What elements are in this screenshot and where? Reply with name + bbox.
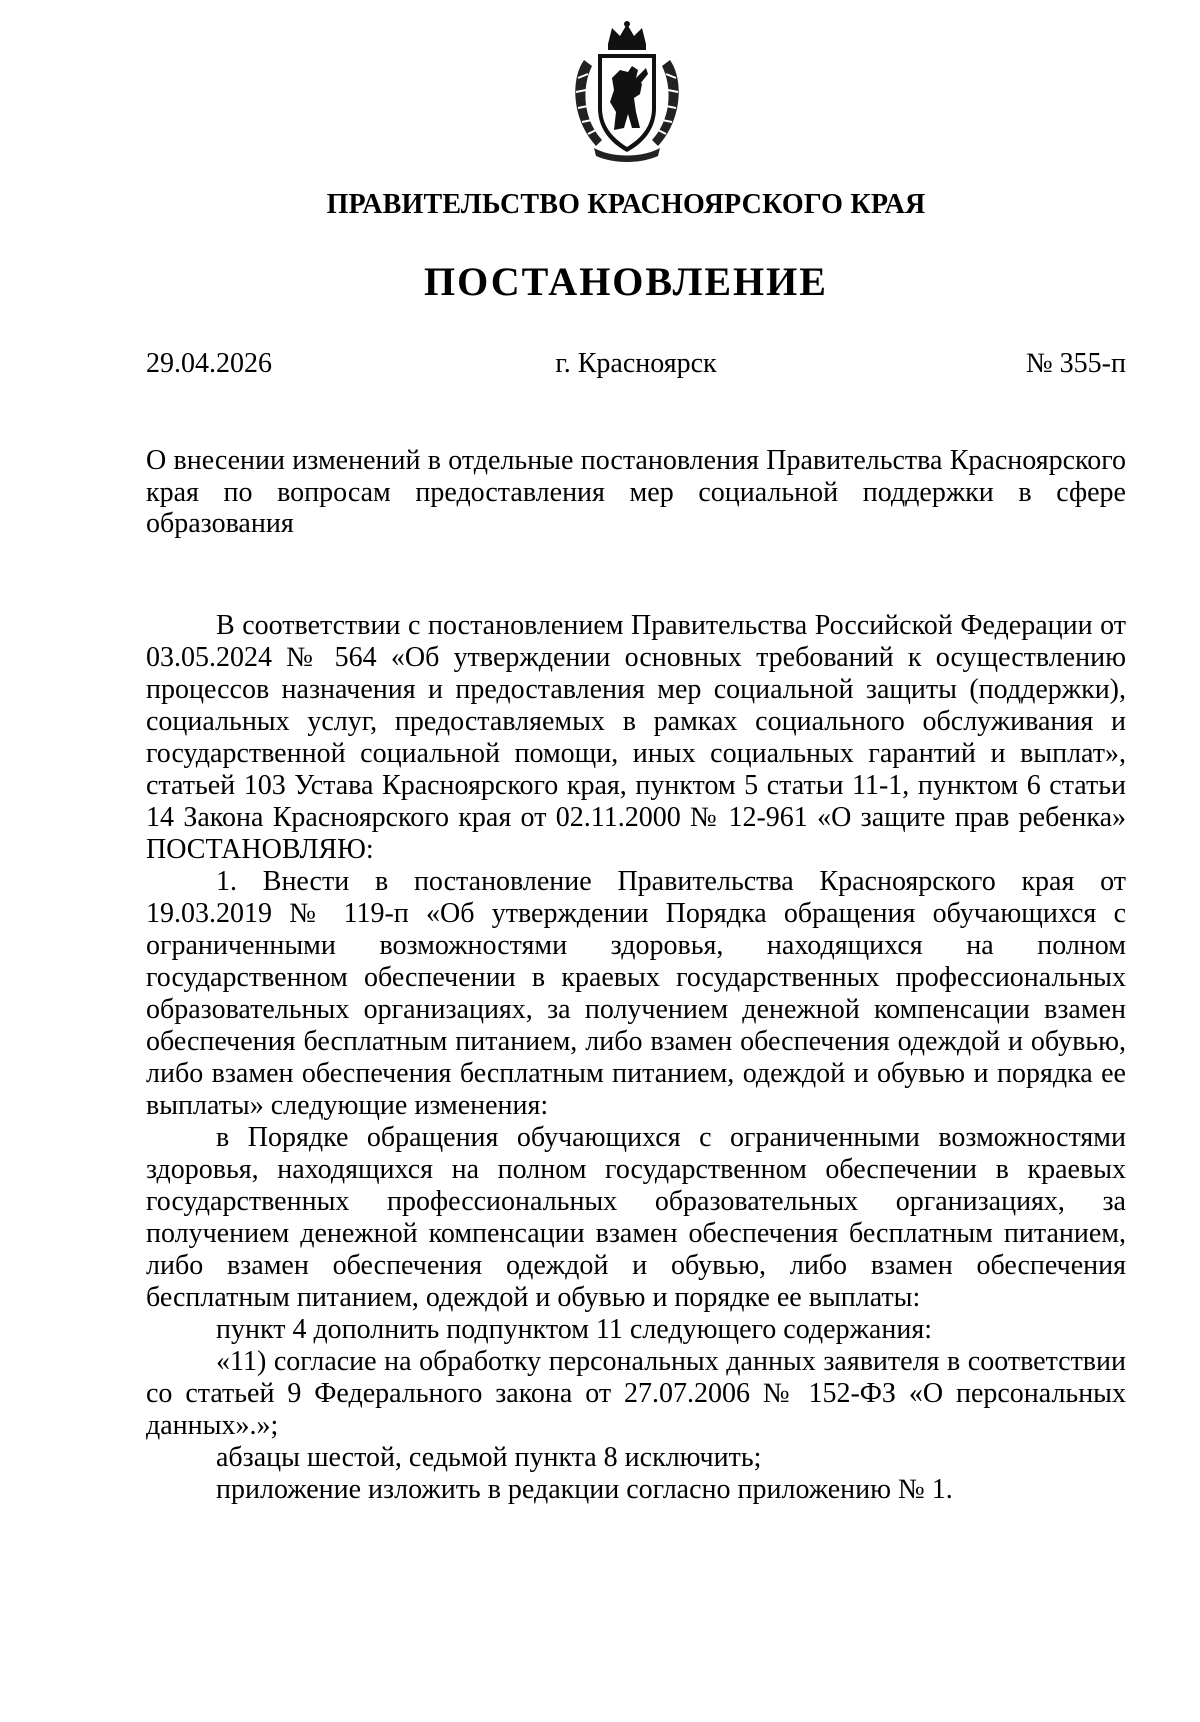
body-paragraph: «11) согласие на обработку персональных данных заявителя в соответствии со статьей 9 Федерального закона от 27.07.2006 № 152-ФЗ «О персональных данных».»; <box>146 1346 1126 1441</box>
document-date: 29.04.2026 <box>146 348 272 379</box>
document-body <box>146 610 1126 1506</box>
document-type-heading: ПОСТАНОВЛЕНИЕ <box>424 259 828 304</box>
body-paragraph: в Порядке обращения обучающихся с ограниченными возможностями здоровья, находящихся на полном государственном обеспечении в краевых государственных профессиональных образовательных организациях, за получением денежной компенсации взамен обеспечения бесплатным питанием, либо взамен обеспечения одеждой и обувью, либо взамен обеспечения бесплатным питанием, одеждой и обувью и порядке ее выплаты: <box>146 1122 1126 1313</box>
document-meta-row <box>146 346 1126 382</box>
krasnoyarsk-krai-coat-of-arms-icon <box>566 20 688 162</box>
organization-title: ПРАВИТЕЛЬСТВО КРАСНОЯРСКОГО КРАЯ <box>326 189 926 220</box>
body-paragraph: пункт 4 дополнить подпунктом 11 следующего содержания: <box>216 1314 932 1345</box>
body-paragraph: 1. Внести в постановление Правительства Красноярского края от 19.03.2019 № 119-п «Об утверждении Порядка обращения обучающихся с ограниченными возможностями здоровья, находящихся на полном государственном обеспечении в краевых государственных профессиональных образовательных организациях, за получением денежной компенсации взамен обеспечения бесплатным питанием, либо взамен обеспечения одеждой и обувью, либо взамен обеспечения бесплатным питанием, одеждой и обувью и порядка ее выплаты» следующие изменения: <box>146 866 1126 1121</box>
body-paragraph: В соответствии с постановлением Правительства Российской Федерации от 03.05.2024 № 564 «Об утверждении основных требований к осуществлению процессов назначения и предоставления мер социальной защиты (поддержки), социальных услуг, предоставляемых в рамках социального обслуживания и государственной социальной помощи, иных социальных гарантий и выплат», статьей 103 Устава Красноярского края, пунктом 5 статьи 11-1, пунктом 6 статьи 14 Закона Красноярского края от 02.11.2000 № 12-961 «О защите прав ребенка» ПОСТАНОВЛЯЮ: <box>146 610 1126 865</box>
body-paragraph: приложение изложить в редакции согласно приложению № 1. <box>216 1474 953 1505</box>
body-paragraph: абзацы шестой, седьмой пункта 8 исключить; <box>216 1442 762 1473</box>
document-city: г. Красноярск <box>555 348 717 379</box>
document-subject: О внесении изменений в отдельные постановления Правительства Красноярского края по вопросам предоставления мер социальной поддержки в сфере образования <box>146 445 1126 539</box>
document-number: № 355-п <box>1025 348 1126 379</box>
